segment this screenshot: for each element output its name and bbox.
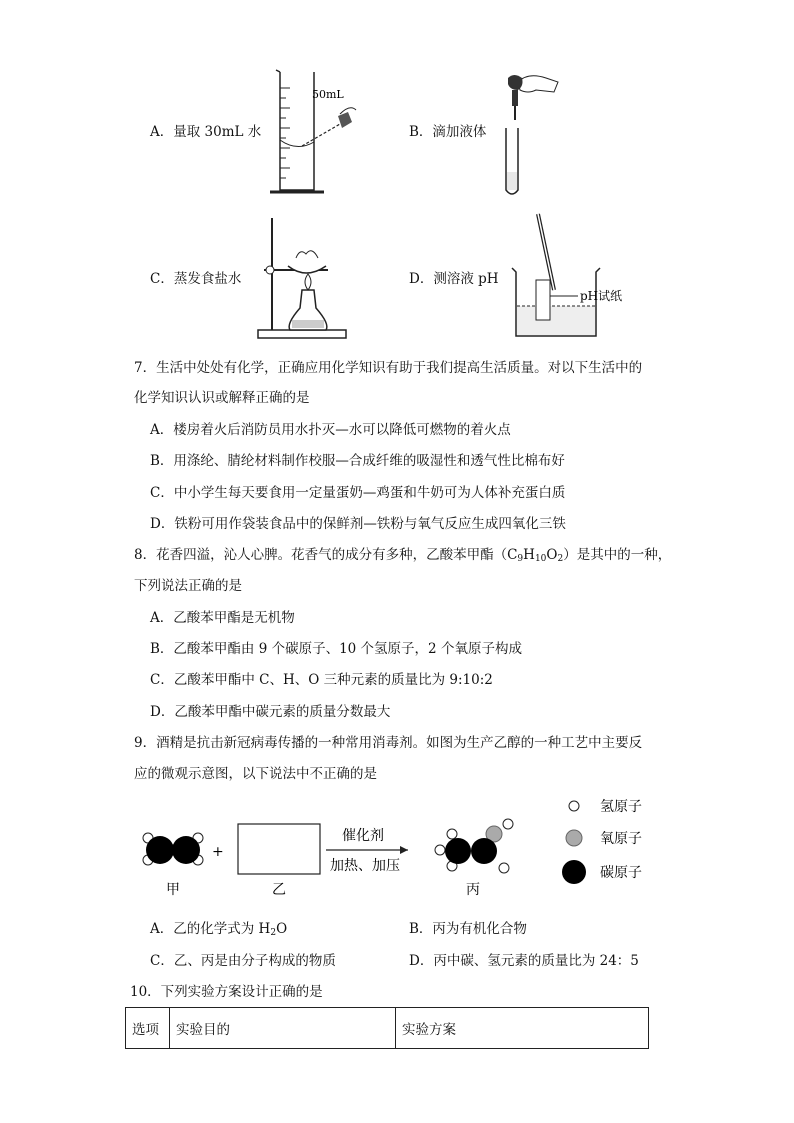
q8-stem-line1: 8．花香四溢，沁人心脾。花香气的成分有多种，乙酸苯甲酯$(C_9H_{10}O_2)$是其中的一种， <box>134 547 672 564</box>
q7-stem-line1: 7．生活中处处有化学，正确应用化学知识有助于我们提高生活质量。对以下生活中的 <box>134 360 643 376</box>
dropper-tube-figure <box>488 68 568 198</box>
conditions-label: 加热、加压 <box>330 858 400 874</box>
table-header-row <box>126 1008 649 1049</box>
q7-stem-line2: 化学知识认识或解释正确的是 <box>134 390 310 406</box>
q9-stem-line1: 9．酒精是抗击新冠病毒传播的一种常用消毒剂。如图为生产乙醇的一种工艺中主要反 <box>134 735 643 751</box>
q7-option-b: B．用涤纶、腈纶材料制作校服—合成纤维的吸湿性和透气性比棉布好 <box>150 453 565 469</box>
legend-oxygen: 氧原子 <box>600 831 642 847</box>
q9-option-c: C．乙、丙是由分子构成的物质 <box>150 953 336 969</box>
q9-option-a: A．乙的化学式为 $H_2O$ <box>150 921 288 938</box>
ph-paper-label: pH试纸 <box>580 289 623 303</box>
q9-option-d: D．丙中碳、氢元素的质量比为 24：5 <box>409 953 639 969</box>
q9-stem-line2: 应的微观示意图，以下说法中不正确的是 <box>134 766 377 782</box>
q6-option-d: D．测溶液 pH <box>409 271 499 287</box>
label-bing: 丙 <box>466 882 480 898</box>
q7-option-c: C．中小学生每天要食用一定量蛋奶—鸡蛋和牛奶可为人体补充蛋白质 <box>150 485 566 501</box>
plus-sign: + <box>212 844 224 860</box>
legend-carbon-icon <box>562 860 586 884</box>
q8-option-a: A．乙酸苯甲酯是无机物 <box>150 610 295 626</box>
header-purpose: 实验目的 <box>170 1008 396 1049</box>
legend-carbon: 碳原子 <box>600 865 642 881</box>
q10-table <box>125 1007 649 1049</box>
q10-stem: 10．下列实验方案设计正确的是 <box>130 984 323 1000</box>
catalyst-label: 催化剂 <box>342 828 384 844</box>
q8-stem-line2: 下列说法正确的是 <box>134 578 242 594</box>
q9-option-b: B．丙为有机化合物 <box>409 921 527 937</box>
legend-oxygen-icon <box>566 830 582 846</box>
reaction-micro-diagram <box>130 790 670 902</box>
cylinder-label: 50mL <box>312 88 344 101</box>
molecule-yi-box <box>238 824 320 874</box>
graduated-cylinder-figure <box>262 68 362 198</box>
q7-option-d: D．铁粉可用作袋装食品中的保鲜剂—铁粉与氧气反应生成四氧化三铁 <box>150 516 566 532</box>
header-scheme: 实验方案 <box>396 1008 649 1049</box>
label-jia: 甲 <box>166 882 180 898</box>
evaporation-apparatus-figure <box>256 212 356 342</box>
q8-option-b: B．乙酸苯甲酯由 9 个碳原子、10 个氢原子，2 个氧原子构成 <box>150 641 522 657</box>
ph-measurement-figure <box>508 210 648 344</box>
molecule-bing <box>435 819 513 873</box>
q6-option-a: A．量取 30mL 水 <box>150 124 262 140</box>
q8-option-d: D．乙酸苯甲酯中碳元素的质量分数最大 <box>150 704 391 720</box>
label-yi: 乙 <box>272 882 286 898</box>
q6-option-b: B．滴加液体 <box>409 124 487 140</box>
molecule-jia <box>143 833 203 865</box>
q8-option-c: C．乙酸苯甲酯中 C、H、O 三种元素的质量比为 9:10:2 <box>150 672 493 688</box>
legend-hydrogen: 氢原子 <box>600 799 642 815</box>
q6-option-c: C．蒸发食盐水 <box>150 271 242 287</box>
q7-option-a: A．楼房着火后消防员用水扑灭—水可以降低可燃物的着火点 <box>150 422 511 438</box>
legend-hydrogen-icon <box>569 801 579 811</box>
header-option: 选项 <box>126 1008 170 1049</box>
